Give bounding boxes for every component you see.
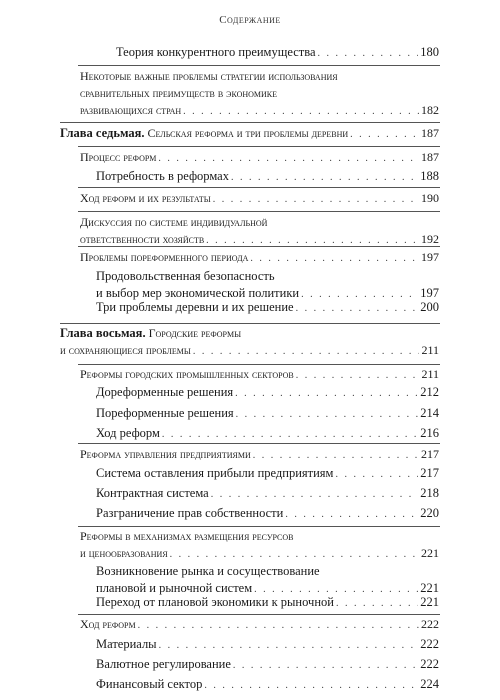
toc-entry-title-line1: Продовольственная безопасность: [96, 269, 275, 283]
toc-entry-title: Три проблемы деревни и их решение: [96, 300, 294, 314]
toc-entry-title: Проблемы пореформенного периода: [80, 250, 249, 264]
toc-entry-title: Валютное регулирование: [96, 657, 231, 671]
toc-page-number: 200: [420, 300, 439, 314]
divider: [78, 211, 440, 212]
toc-page-number: 221: [420, 581, 439, 595]
toc-page-number: 217: [421, 447, 439, 461]
toc-subentry: [96, 168, 439, 186]
toc-page-number: 180: [420, 45, 439, 59]
toc-page-number: 222: [420, 637, 439, 651]
toc-entry-title-line2: ответственности хозяйств: [80, 232, 205, 246]
toc-page-number: 222: [420, 657, 439, 671]
chapter-entry: [60, 325, 439, 360]
toc-entry: [80, 190, 439, 208]
toc-subentry: [96, 594, 439, 612]
toc-entry-title: Материалы: [96, 637, 157, 651]
chapter-title-line2: и сохраняющиеся проблемы: [60, 343, 191, 357]
toc-entry-title-line1: Дискуссия по системе индивидуальной: [80, 215, 268, 229]
toc-page-number: 212: [420, 385, 439, 399]
toc-subentry: [96, 268, 439, 303]
toc-page-number: 211: [421, 367, 439, 381]
toc-entry: [116, 44, 439, 62]
chapter-rule: [60, 122, 440, 123]
divider: [78, 65, 440, 66]
toc-subentry: [96, 485, 439, 503]
toc-subentry: [96, 405, 439, 423]
toc-subentry: [96, 465, 439, 483]
toc-entry-title-line2: и ценообразования: [80, 546, 168, 560]
divider: [78, 526, 440, 527]
toc-entry-title-line1: Возникновение рынка и сосуществование: [96, 564, 320, 578]
toc-entry-title-line1: Некоторые важные проблемы стратегии использования: [80, 69, 338, 83]
toc-entry-title: Реформы городских промышленных секторов: [80, 367, 294, 381]
toc-subentry: [96, 505, 439, 523]
toc-entry-title: Потребность в реформах: [96, 169, 229, 183]
toc-entry-title: Система оставления прибыли предприятиям: [96, 466, 334, 480]
toc-entry-title-line2: плановой и рыночной систем: [96, 581, 253, 595]
toc-subentry: [96, 636, 439, 654]
toc-entry-title: Разграничение прав собственности: [96, 506, 284, 520]
chapter-number: Глава седьмая.: [60, 126, 145, 140]
divider: [78, 187, 440, 188]
toc-page-number: 187: [421, 126, 439, 140]
divider: [78, 246, 440, 247]
toc-page-number: 220: [420, 506, 439, 520]
toc-entry: [80, 616, 439, 634]
toc-entry-title: Финансовый сектор: [96, 677, 203, 691]
toc-entry: [80, 249, 439, 267]
toc-page-number: 214: [420, 406, 439, 420]
toc-entry-title: Реформа управления предприятиями: [80, 447, 251, 461]
toc-entry-title: Ход реформ и их результаты: [80, 191, 211, 205]
toc-entry: [80, 446, 439, 464]
toc-subentry: [96, 676, 439, 694]
chapter-title-line1: Городские реформы: [148, 326, 242, 340]
divider: [78, 146, 440, 147]
running-head: Содержание: [219, 14, 281, 26]
toc-page-number: 192: [421, 232, 439, 246]
toc-entry-title-line1: Реформы в механизмах размещения ресурсов: [80, 529, 294, 543]
toc-entry: [80, 528, 439, 563]
toc-page-number: 190: [421, 191, 439, 205]
toc-entry: [80, 366, 439, 384]
toc-entry-title: Ход реформ: [96, 426, 160, 440]
toc-page-number: 182: [421, 103, 439, 117]
toc-page-number: 197: [420, 286, 439, 300]
toc-page-number: 211: [421, 343, 439, 357]
toc-entry: [80, 68, 439, 120]
divider: [78, 364, 440, 365]
toc-entry-title: Процесс реформ: [80, 150, 157, 164]
chapter-title: Сельская реформа и три проблемы деревни: [147, 126, 349, 140]
toc-entry: [80, 149, 439, 167]
toc-entry-title: Дореформенные решения: [96, 385, 234, 399]
chapter-number: Глава восьмая.: [60, 326, 146, 340]
toc-page-number: 216: [420, 426, 439, 440]
chapter-rule: [60, 323, 440, 324]
toc-page-number: 218: [420, 486, 439, 500]
toc-page-number: 224: [420, 677, 439, 691]
toc-page-number: 217: [420, 466, 439, 480]
toc-page-number: 197: [421, 250, 439, 264]
toc-subentry: [96, 384, 439, 402]
toc-entry-title: Контрактная система: [96, 486, 209, 500]
toc-subentry: [96, 656, 439, 674]
toc-subentry: [96, 299, 439, 317]
toc-page-number: 222: [421, 617, 439, 631]
toc-entry-title: Переход от плановой экономики к рыночной: [96, 595, 334, 609]
toc-entry: [80, 214, 439, 249]
divider: [78, 443, 440, 444]
toc-entry-title: Ход реформ: [80, 617, 136, 631]
toc-page-number: 188: [420, 169, 439, 183]
toc-entry-title-line3: развивающихся стран: [80, 103, 182, 117]
toc-entry-title: Теория конкурентного преимущества: [116, 45, 316, 59]
toc-entry-title-line2: и выбор мер экономической политики: [96, 286, 300, 300]
toc-page-number: 221: [420, 595, 439, 609]
toc-subentry: [96, 563, 439, 598]
divider: [78, 614, 440, 615]
toc-entry-title: Пореформенные решения: [96, 406, 234, 420]
toc-page-number: 221: [421, 546, 439, 560]
toc-page-number: 187: [421, 150, 439, 164]
toc-subentry: [96, 425, 439, 443]
chapter-entry: [60, 125, 439, 143]
toc-entry-title-line2: сравнительных преимуществ в экономике: [80, 86, 278, 100]
